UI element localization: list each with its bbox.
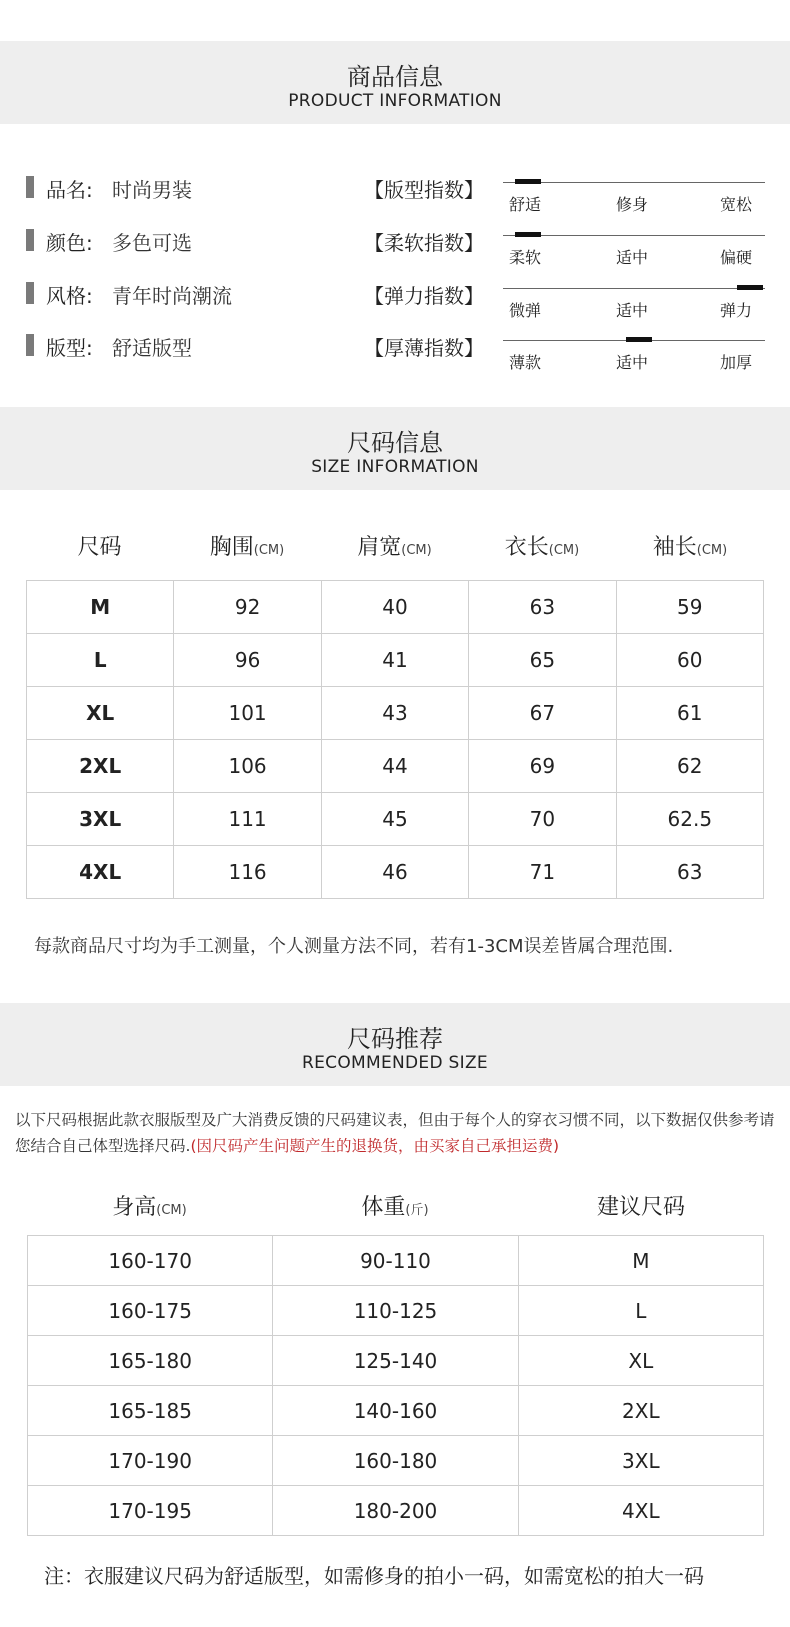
column-header [27, 1190, 272, 1221]
recommend-intro [15, 1107, 780, 1159]
suggested-size-cell: 2XL [518, 1386, 763, 1436]
scale-tick-low: 薄款 [509, 353, 542, 372]
intro-text: 以下尺码根据此款衣服版型及广大消费反馈的尺码建议表，但由于每个人的穿衣习惯不同，以下数据仅供参考请您结合自己体型选择尺码. [15, 1111, 775, 1155]
sleeve-cell: 63 [616, 846, 763, 899]
sleeve-cell: 60 [616, 634, 763, 687]
size-footnote: 注：衣服建议尺码为舒适版型，如需修身的拍小一码，如需宽松的拍大一码 [44, 1564, 704, 1588]
size-info-header [0, 407, 790, 490]
shoulder-cell: 41 [321, 634, 468, 687]
height-cell: 160-170 [28, 1236, 273, 1286]
column-name: 身高 [112, 1195, 157, 1220]
shoulder-cell: 40 [321, 581, 468, 634]
scale-marker [737, 285, 763, 290]
product-info-header [0, 41, 790, 124]
index-scale-thickness [503, 340, 765, 380]
column-header [616, 530, 764, 561]
sleeve-cell: 61 [616, 687, 763, 740]
scale-line [503, 235, 765, 236]
column-unit: (CM) [156, 1203, 187, 1218]
scale-tick-high: 弹力 [720, 301, 753, 320]
attribute-bullet [26, 282, 34, 304]
column-name: 衣长 [504, 535, 549, 560]
weight-cell: 140-160 [273, 1386, 518, 1436]
height-cell: 165-180 [28, 1336, 273, 1386]
table-row [28, 1286, 764, 1336]
scale-tick-high: 宽松 [720, 195, 753, 214]
column-header [26, 530, 173, 561]
column-name: 体重 [361, 1195, 406, 1220]
suggested-size-cell: 4XL [518, 1486, 763, 1536]
table-row [28, 1436, 764, 1486]
weight-cell: 110-125 [273, 1286, 518, 1336]
index-title: 【厚薄指数】 [364, 336, 484, 360]
scale-tick-mid: 适中 [616, 353, 649, 372]
size-table [26, 580, 764, 899]
column-unit: (CM) [401, 543, 432, 558]
size-info-title-cn: 尺码信息 [347, 429, 443, 457]
attribute-value: 舒适版型 [112, 336, 192, 360]
size-cell: 2XL [27, 740, 174, 793]
intro-warning: (因尺码产生问题产生的退换货，由买家自己承担运费) [190, 1137, 560, 1155]
recommend-table [27, 1235, 764, 1536]
height-cell: 165-185 [28, 1386, 273, 1436]
length-cell: 65 [469, 634, 616, 687]
recommend-title-cn: 尺码推荐 [347, 1025, 443, 1053]
product-info-title-en: PRODUCT INFORMATION [288, 91, 502, 111]
length-cell: 63 [469, 581, 616, 634]
attribute-label: 版型: [46, 336, 93, 360]
column-name: 袖长 [652, 535, 697, 560]
chest-cell: 116 [174, 846, 321, 899]
scale-marker [515, 232, 541, 237]
suggested-size-cell: M [518, 1236, 763, 1286]
sleeve-cell: 59 [616, 581, 763, 634]
length-cell: 71 [469, 846, 616, 899]
height-cell: 170-195 [28, 1486, 273, 1536]
suggested-size-cell: L [518, 1286, 763, 1336]
index-scale-fit [503, 182, 765, 222]
suggested-size-cell: 3XL [518, 1436, 763, 1486]
size-cell: M [27, 581, 174, 634]
weight-cell: 160-180 [273, 1436, 518, 1486]
attribute-label: 风格: [46, 284, 93, 308]
scale-tick-mid: 适中 [616, 248, 649, 267]
column-name: 尺码 [77, 535, 122, 560]
sleeve-cell: 62.5 [616, 793, 763, 846]
column-unit: (CM) [696, 543, 728, 558]
weight-cell: 90-110 [273, 1236, 518, 1286]
size-cell: 4XL [27, 846, 174, 899]
column-header [468, 530, 616, 561]
size-info-title-en: SIZE INFORMATION [311, 457, 479, 477]
column-name: 肩宽 [357, 535, 402, 560]
scale-marker [626, 337, 652, 342]
column-header [518, 1190, 764, 1221]
recommend-title-en: RECOMMENDED SIZE [302, 1053, 488, 1073]
table-row [28, 1386, 764, 1436]
length-cell: 67 [469, 687, 616, 740]
chest-cell: 101 [174, 687, 321, 740]
size-cell: L [27, 634, 174, 687]
sleeve-cell: 62 [616, 740, 763, 793]
table-row [27, 740, 764, 793]
shoulder-cell: 45 [321, 793, 468, 846]
table-row [28, 1486, 764, 1536]
suggested-size-cell: XL [518, 1336, 763, 1386]
table-row [27, 581, 764, 634]
attribute-value: 多色可选 [112, 231, 192, 255]
attribute-value: 时尚男装 [112, 178, 192, 202]
scale-tick-mid: 修身 [616, 195, 649, 214]
column-header [173, 530, 321, 561]
recommend-header [0, 1003, 790, 1086]
index-title: 【版型指数】 [364, 178, 484, 202]
shoulder-cell: 46 [321, 846, 468, 899]
size-cell: XL [27, 687, 174, 740]
attribute-bullet [26, 176, 34, 198]
shoulder-cell: 43 [321, 687, 468, 740]
attribute-bullet [26, 229, 34, 251]
length-cell: 69 [469, 740, 616, 793]
column-name: 胸围 [209, 535, 254, 560]
scale-tick-low: 微弹 [509, 301, 542, 320]
table-row [28, 1336, 764, 1386]
attribute-label: 颜色: [46, 231, 93, 255]
table-row [27, 634, 764, 687]
attribute-label: 品名: [46, 178, 93, 202]
table-row [27, 846, 764, 899]
column-unit: (CM) [548, 543, 580, 558]
chest-cell: 106 [174, 740, 321, 793]
scale-tick-low: 舒适 [509, 195, 542, 214]
index-scale-softness [503, 235, 765, 275]
product-info-title-cn: 商品信息 [347, 63, 443, 91]
measurement-note: 每款商品尺寸均为手工测量，个人测量方法不同，若有1-3CM误差皆属合理范围. [34, 936, 674, 957]
column-unit: (CM) [253, 543, 285, 558]
attribute-value: 青年时尚潮流 [112, 284, 232, 308]
scale-line [503, 288, 765, 289]
index-scale-elasticity [503, 288, 765, 328]
chest-cell: 92 [174, 581, 321, 634]
scale-tick-high: 偏硬 [720, 248, 753, 267]
height-cell: 170-190 [28, 1436, 273, 1486]
chest-cell: 111 [174, 793, 321, 846]
column-unit: (斤) [405, 1203, 429, 1218]
scale-tick-mid: 适中 [616, 301, 649, 320]
table-row [27, 687, 764, 740]
scale-line [503, 182, 765, 183]
weight-cell: 180-200 [273, 1486, 518, 1536]
column-header [321, 530, 468, 561]
scale-marker [515, 179, 541, 184]
index-title: 【柔软指数】 [364, 231, 484, 255]
scale-tick-high: 加厚 [720, 353, 753, 372]
height-cell: 160-175 [28, 1286, 273, 1336]
shoulder-cell: 44 [321, 740, 468, 793]
column-name: 建议尺码 [596, 1195, 685, 1220]
length-cell: 70 [469, 793, 616, 846]
attribute-bullet [26, 334, 34, 356]
size-cell: 3XL [27, 793, 174, 846]
table-row [27, 793, 764, 846]
chest-cell: 96 [174, 634, 321, 687]
weight-cell: 125-140 [273, 1336, 518, 1386]
index-title: 【弹力指数】 [364, 284, 484, 308]
table-row [28, 1236, 764, 1286]
scale-tick-low: 柔软 [509, 248, 542, 267]
column-header [272, 1190, 518, 1221]
